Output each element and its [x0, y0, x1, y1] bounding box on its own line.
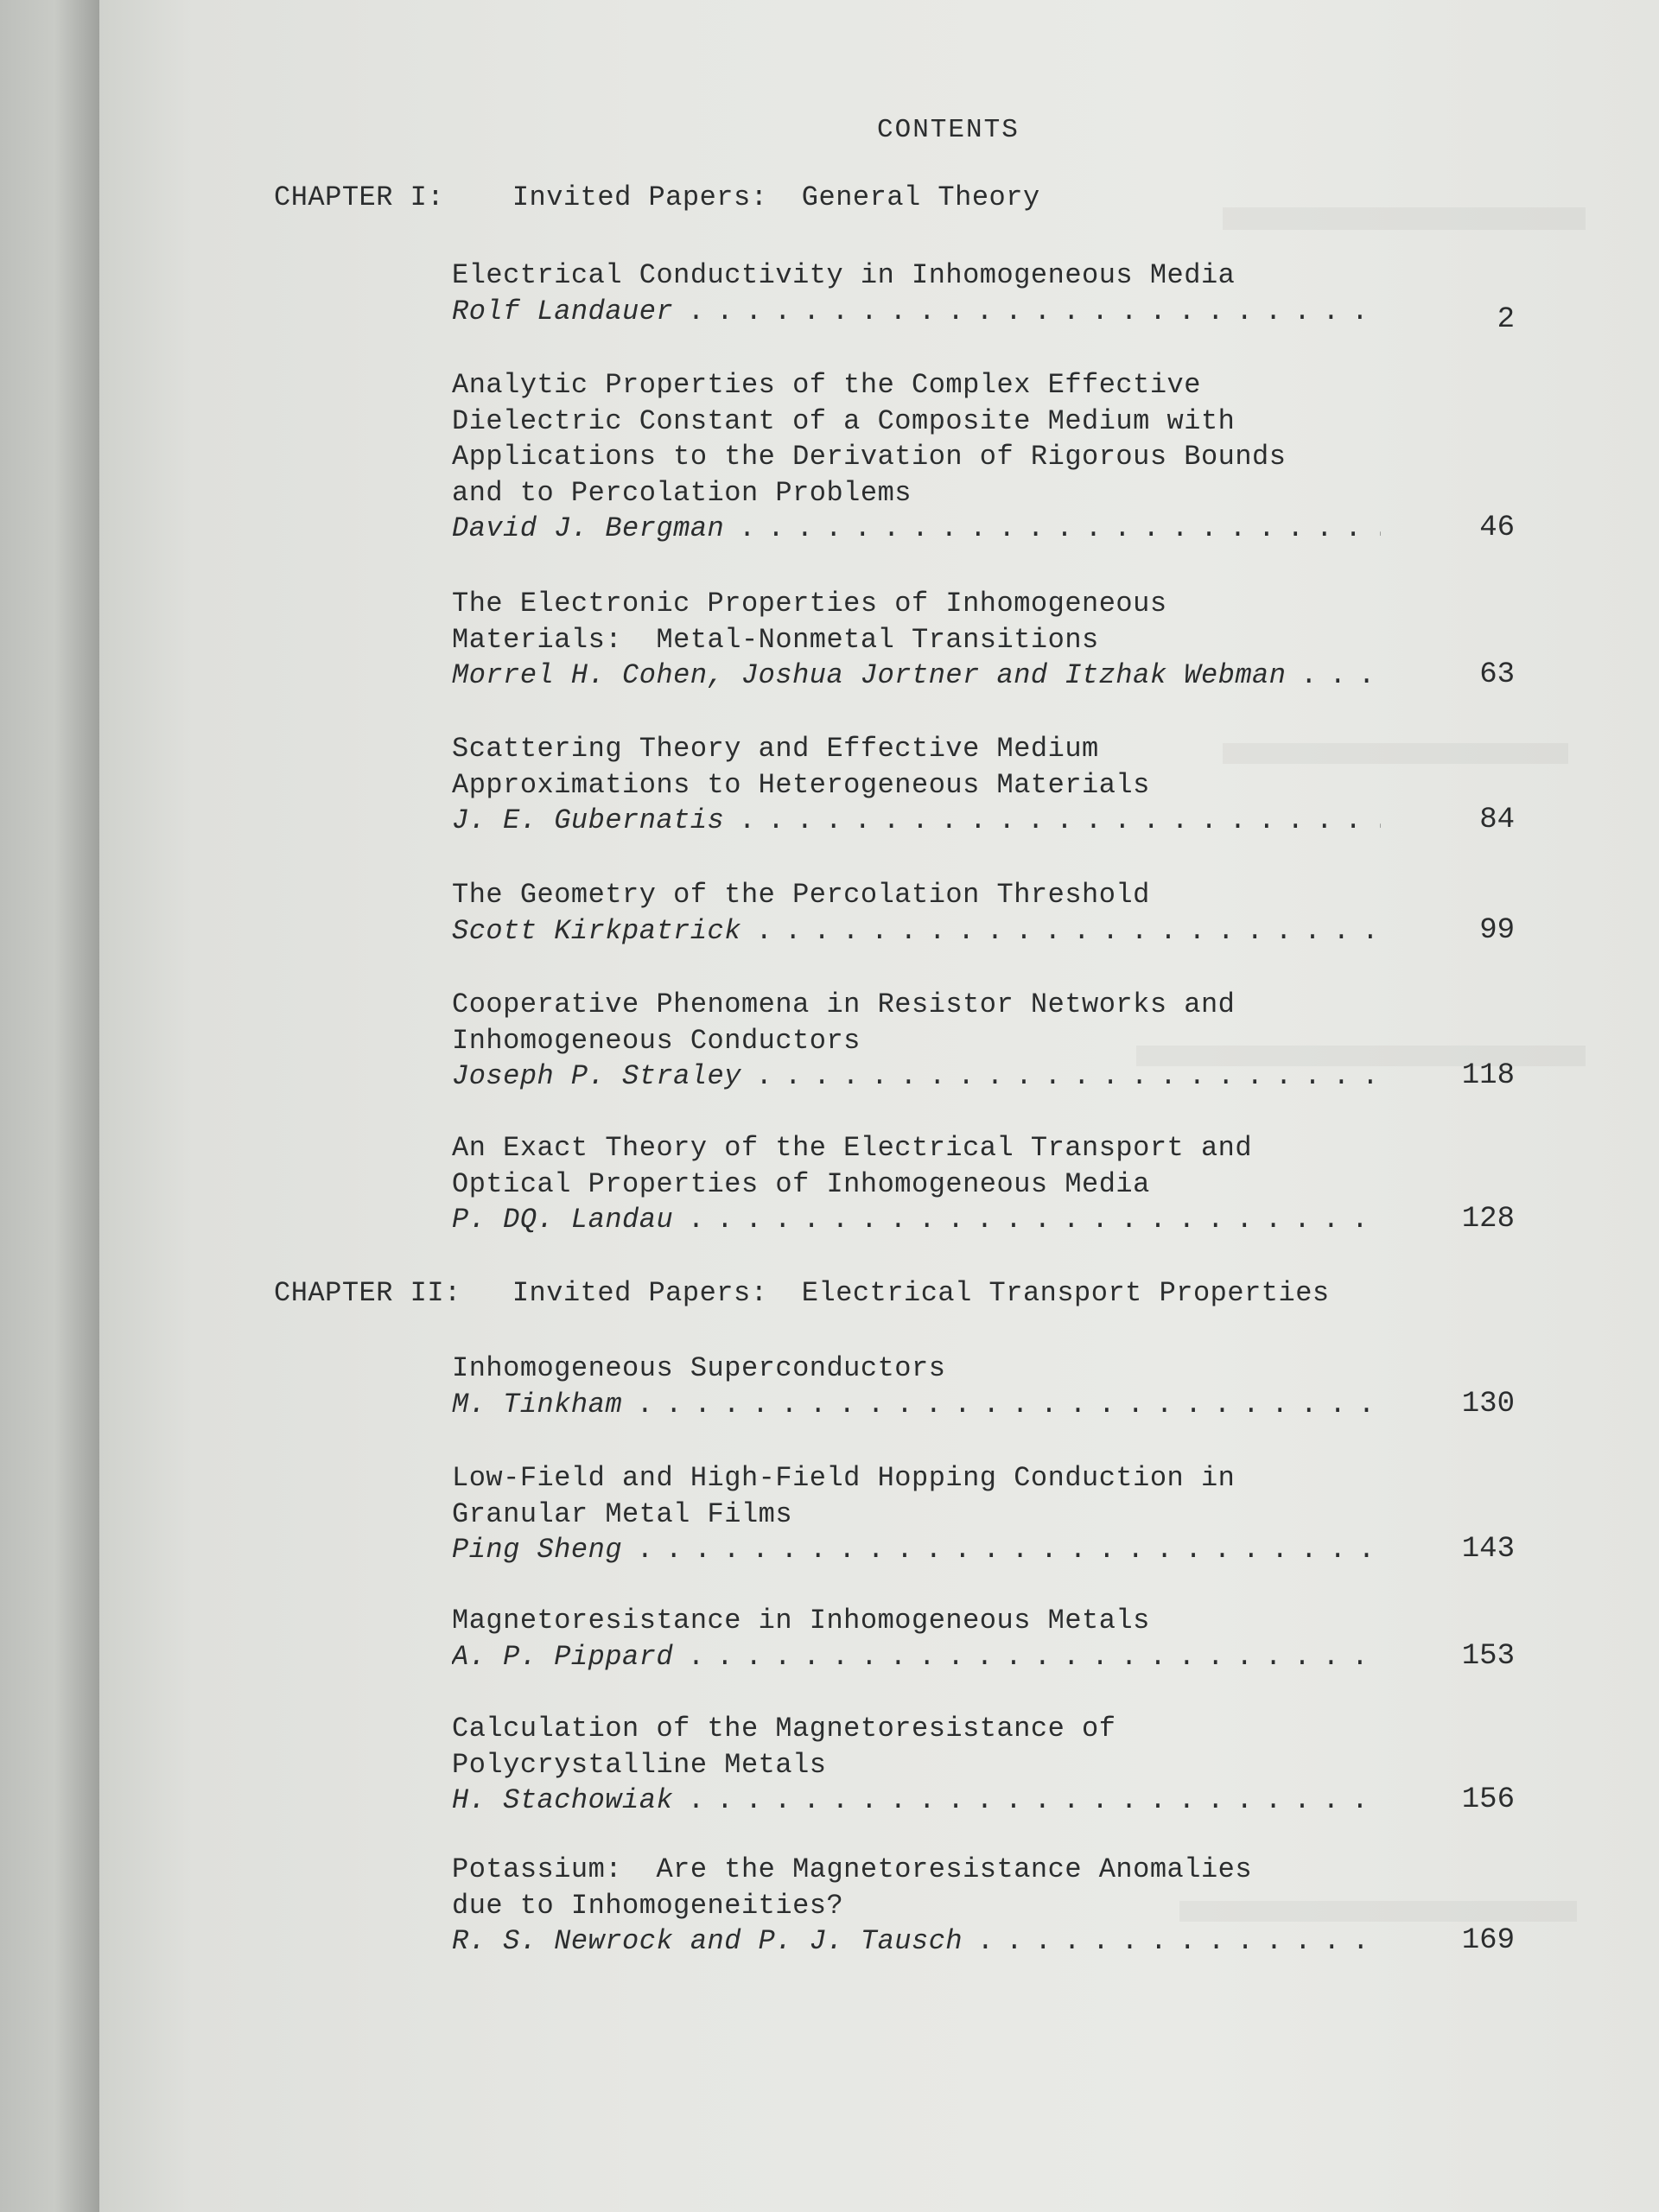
- entry-authors: H. Stachowiak . . .: [452, 1783, 1381, 1819]
- entry-authors: Scott Kirkpatrick . . .: [452, 913, 1381, 950]
- toc-entry[interactable]: [452, 586, 1515, 694]
- entry-page-number: 118: [1461, 1059, 1515, 1092]
- toc-entry[interactable]: [452, 987, 1515, 1095]
- entry-authors: P. DQ. Landau . . .: [452, 1202, 1381, 1238]
- toc-entry[interactable]: [452, 731, 1515, 839]
- entry-authors: J. E. Gubernatis . . .: [452, 803, 1381, 839]
- contents-heading: CONTENTS: [877, 115, 1020, 145]
- entry-title: Analytic Properties of the Complex Effective Dielectric Constant of a Composite Medium with Applications to the Derivation of Rigorous Bounds and to Percolation Problems: [452, 369, 1287, 509]
- entry-title: Electrical Conductivity in Inhomogeneous Media: [452, 259, 1236, 291]
- entry-title: Potassium: Are the Magnetoresistance Anomalies due to Inhomogeneities?: [452, 1853, 1253, 1922]
- entry-page-number: 99: [1479, 913, 1515, 947]
- bleed-through-mark: [1223, 207, 1586, 230]
- entry-page-number: 169: [1461, 1924, 1515, 1957]
- entry-page-number: 153: [1461, 1639, 1515, 1673]
- toc-entry[interactable]: [452, 257, 1515, 336]
- entry-authors: R. S. Newrock and P. J. Tausch . . .: [452, 1923, 1381, 1960]
- entry-title: The Geometry of the Percolation Threshold: [452, 879, 1150, 911]
- entry-title: Magnetoresistance in Inhomogeneous Metals: [452, 1605, 1150, 1637]
- toc-entry[interactable]: [452, 1603, 1515, 1675]
- entry-page-number: 143: [1461, 1533, 1515, 1566]
- toc-entry[interactable]: [452, 1852, 1515, 1960]
- entry-page-number: 46: [1479, 512, 1515, 544]
- toc-entry[interactable]: [452, 367, 1515, 547]
- entry-authors: A. P. Pippard . . .: [452, 1639, 1381, 1675]
- entry-page-number: 130: [1461, 1387, 1515, 1421]
- entry-page-number: 84: [1479, 804, 1515, 836]
- toc-entry[interactable]: [452, 1711, 1515, 1819]
- entry-page-number: 2: [1497, 302, 1515, 336]
- entry-title: Inhomogeneous Superconductors: [452, 1352, 946, 1384]
- entry-page-number: 128: [1461, 1203, 1515, 1236]
- entry-authors: David J. Bergman . . .: [452, 511, 1381, 547]
- toc-entry[interactable]: [452, 877, 1515, 949]
- entry-title: Cooperative Phenomena in Resistor Networks and Inhomogeneous Conductors: [452, 988, 1236, 1057]
- chapter-heading: [274, 1277, 1330, 1309]
- entry-authors: Rolf Landauer . . .: [452, 294, 1381, 330]
- entry-title: Calculation of the Magnetoresistance of Polycrystalline Metals: [452, 1713, 1116, 1781]
- toc-entry[interactable]: [452, 1130, 1515, 1238]
- entry-authors: Joseph P. Straley . . .: [452, 1058, 1381, 1095]
- chapter-label: CHAPTER I:: [274, 181, 445, 213]
- chapter-title: Invited Papers: Electrical Transport Properties: [512, 1277, 1330, 1309]
- chapter-label: CHAPTER II:: [274, 1277, 461, 1309]
- entry-title: The Electronic Properties of Inhomogeneous Materials: Metal-Nonmetal Transitions: [452, 588, 1167, 656]
- entry-title: An Exact Theory of the Electrical Transport and Optical Properties of Inhomogeneous Media: [452, 1132, 1253, 1200]
- entry-page-number: 156: [1461, 1783, 1515, 1816]
- chapter-title: Invited Papers: General Theory: [512, 181, 1040, 213]
- entry-title: Low-Field and High-Field Hopping Conduction in Granular Metal Films: [452, 1462, 1236, 1530]
- chapter-heading: [274, 181, 1040, 213]
- entry-authors: Morrel H. Cohen, Joshua Jortner and Itzhak Webman . . .: [452, 658, 1381, 694]
- entry-authors: Ping Sheng . . .: [452, 1532, 1381, 1568]
- book-spine-shadow: [0, 0, 99, 2212]
- entry-authors: M. Tinkham . . .: [452, 1387, 1381, 1423]
- toc-entry[interactable]: [452, 1460, 1515, 1568]
- entry-title: Scattering Theory and Effective Medium Approximations to Heterogeneous Materials: [452, 733, 1150, 801]
- toc-entry[interactable]: [452, 1351, 1515, 1422]
- entry-page-number: 63: [1479, 658, 1515, 691]
